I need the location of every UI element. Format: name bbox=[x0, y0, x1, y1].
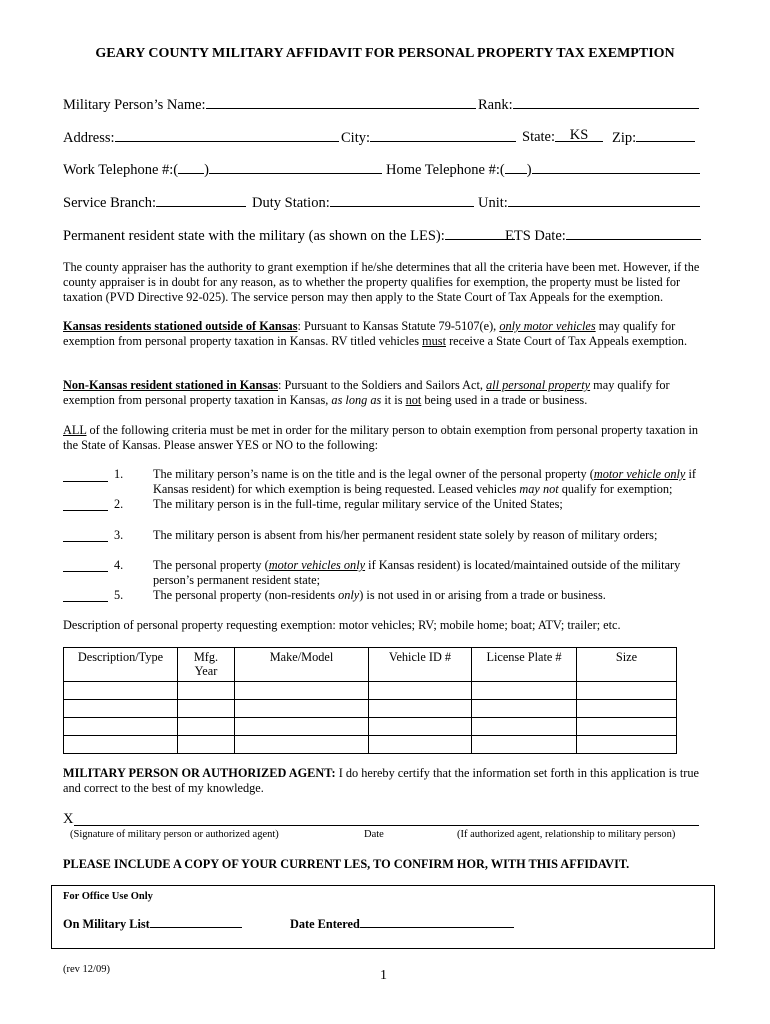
city-row bbox=[341, 128, 516, 147]
certification-text: I do hereby certify that the information set forth in this application is true and correct to the best of my knowledge. bbox=[63, 766, 699, 795]
criterion-1-text bbox=[153, 467, 713, 497]
name-label: Military Person’s Name: bbox=[63, 97, 206, 113]
signature-caption: (Signature of military person or authorized agent) bbox=[70, 829, 279, 840]
criterion-number: 5. bbox=[114, 588, 124, 602]
table-cell[interactable] bbox=[472, 682, 577, 700]
address-row bbox=[63, 128, 339, 147]
criterion-number: 3. bbox=[114, 528, 124, 542]
kansas-residents-paragraph bbox=[63, 319, 713, 349]
date-entered-row bbox=[290, 916, 514, 932]
military-list-label: On Military List bbox=[63, 917, 150, 931]
duty-station-row bbox=[252, 193, 474, 212]
table-cell[interactable] bbox=[577, 700, 677, 718]
ets-label: ETS Date: bbox=[505, 228, 566, 244]
permanent-state-row bbox=[63, 226, 515, 245]
criterion-5-text bbox=[153, 588, 713, 603]
criterion-emphasis: motor vehicle only bbox=[593, 467, 686, 481]
les-notice: PLEASE INCLUDE A COPY OF YOUR CURRENT LES, TO CONFIRM HOR, WITH THIS AFFIDAVIT. bbox=[63, 857, 630, 871]
year-label: Year bbox=[194, 664, 218, 678]
criteria-intro bbox=[63, 423, 713, 453]
table-cell[interactable] bbox=[369, 682, 472, 700]
date-entered-label: Date Entered bbox=[290, 917, 360, 931]
table-cell[interactable] bbox=[64, 682, 178, 700]
table-cell[interactable] bbox=[472, 736, 577, 754]
service-branch-field[interactable] bbox=[156, 193, 246, 207]
kansas-emphasis: only motor vehicles bbox=[499, 319, 596, 333]
criterion-3-answer[interactable] bbox=[63, 541, 108, 542]
name-field[interactable] bbox=[206, 95, 476, 109]
rank-field[interactable] bbox=[513, 95, 699, 109]
col-license-plate: License Plate # bbox=[472, 648, 577, 682]
address-label: Address: bbox=[63, 130, 115, 146]
unit-label: Unit: bbox=[478, 195, 508, 211]
table-header-row bbox=[64, 648, 677, 682]
criterion-4-text bbox=[153, 558, 713, 588]
military-list-field[interactable] bbox=[150, 916, 242, 928]
table-cell[interactable] bbox=[472, 700, 577, 718]
criterion-2-answer[interactable] bbox=[63, 510, 108, 511]
col-mfg-year bbox=[178, 648, 235, 682]
criterion-4-answer[interactable] bbox=[63, 571, 108, 572]
table-row bbox=[64, 736, 677, 754]
table-cell[interactable] bbox=[64, 718, 178, 736]
signature-x: X bbox=[63, 811, 74, 827]
city-field[interactable] bbox=[370, 128, 516, 142]
non-kansas-not: not bbox=[405, 393, 422, 407]
table-cell[interactable] bbox=[64, 736, 178, 754]
certification-paragraph bbox=[63, 766, 713, 796]
page-title: GEARY COUNTY MILITARY AFFIDAVIT FOR PERSONAL PROPERTY TAX EXEMPTION bbox=[95, 46, 675, 61]
non-kansas-text: may qualify for exemption from personal property taxation in Kansas, bbox=[63, 378, 670, 407]
agent-relationship-caption: (If authorized agent, relationship to military person) bbox=[457, 829, 676, 840]
criterion-3-text: The military person is absent from his/her permanent resident state solely by reason of military orders; bbox=[153, 528, 658, 542]
non-kansas-heading: Non-Kansas resident stationed in Kansas bbox=[63, 378, 279, 392]
table-row bbox=[64, 682, 677, 700]
col-vehicle-id: Vehicle ID # bbox=[369, 648, 472, 682]
col-size: Size bbox=[577, 648, 677, 682]
table-cell[interactable] bbox=[369, 736, 472, 754]
table-row bbox=[64, 718, 677, 736]
table-cell[interactable] bbox=[235, 700, 369, 718]
permanent-state-label: Permanent resident state with the military (as shown on the LES): bbox=[63, 228, 445, 244]
military-list-row bbox=[63, 916, 242, 932]
office-use-heading: For Office Use Only bbox=[63, 891, 153, 902]
criterion-text: if Kansas resident) is located/maintained outside of the military person’s permanent resident state; bbox=[153, 558, 681, 587]
kansas-must: must bbox=[422, 334, 446, 348]
home-phone-label: Home Telephone #:( bbox=[386, 162, 505, 178]
certification-heading: MILITARY PERSON OR AUTHORIZED AGENT: bbox=[63, 766, 336, 780]
kansas-text: : Pursuant to Kansas Statute 79-5107(e), bbox=[297, 319, 500, 333]
criterion-5-answer[interactable] bbox=[63, 601, 108, 602]
kansas-heading: Kansas residents stationed outside of Kansas bbox=[63, 319, 298, 333]
criterion-text: The military person’s name is on the title and is the legal owner of the personal property ( bbox=[153, 467, 594, 481]
rank-row bbox=[478, 95, 699, 114]
criterion-emphasis: only bbox=[338, 588, 360, 602]
duty-station-field[interactable] bbox=[330, 193, 474, 207]
criterion-1-answer[interactable] bbox=[63, 481, 108, 482]
criterion-number: 1. bbox=[114, 467, 124, 481]
table-cell[interactable] bbox=[235, 718, 369, 736]
table-cell[interactable] bbox=[178, 736, 235, 754]
criterion-text: The personal property ( bbox=[153, 558, 269, 572]
non-kansas-text: : Pursuant to the Soldiers and Sailors Act, bbox=[278, 378, 487, 392]
criteria-intro-text: of the following criteria must be met in order for the military person to obtain exemption from personal property taxation in the State of Kansas. Please answer YES or NO to the following: bbox=[63, 423, 699, 452]
kansas-text: may qualify for exemption from personal property taxation in Kansas. RV titled vehicles bbox=[63, 319, 676, 348]
date-caption: Date bbox=[364, 829, 384, 840]
col-make-model: Make/Model bbox=[235, 648, 369, 682]
criterion-emphasis: motor vehicles only bbox=[268, 558, 366, 572]
city-label: City: bbox=[341, 130, 371, 146]
zip-field[interactable] bbox=[636, 128, 695, 142]
intro-paragraph: The county appraiser has the authority to grant exemption if he/she determines that all the criteria have been met. However, if the county appraiser is in doubt for any reason, as to whether the property qualifies for exemption, the property must be listed for taxation (PVD Directive 92-025). The service person may then apply to the State Court of Tax Appeals for the exemption. bbox=[63, 260, 700, 304]
criterion-2-text: The military person is in the full-time, regular military service of the United States; bbox=[153, 497, 563, 511]
unit-field[interactable] bbox=[508, 193, 700, 207]
unit-row bbox=[478, 193, 700, 212]
table-cell[interactable] bbox=[577, 718, 677, 736]
mfg-label: Mfg. bbox=[193, 650, 219, 664]
page-number: 1 bbox=[380, 968, 387, 983]
state-field[interactable] bbox=[555, 128, 603, 142]
service-branch-row bbox=[63, 193, 246, 212]
rank-label: Rank: bbox=[478, 97, 513, 113]
zip-row bbox=[612, 128, 695, 147]
work-phone-area-field[interactable] bbox=[178, 160, 204, 174]
home-phone-paren: ) bbox=[526, 162, 532, 178]
table-cell[interactable] bbox=[577, 682, 677, 700]
table-cell[interactable] bbox=[577, 736, 677, 754]
criteria-all: ALL bbox=[63, 423, 87, 437]
criterion-text: ) is not used in or arising from a trade or business. bbox=[359, 588, 606, 602]
non-kansas-text: being used in a trade or business. bbox=[421, 393, 588, 407]
service-branch-label: Service Branch: bbox=[63, 195, 157, 211]
home-phone-row bbox=[386, 160, 700, 179]
signature-line[interactable] bbox=[74, 825, 699, 826]
state-value: KS bbox=[569, 127, 589, 143]
table-cell[interactable] bbox=[235, 682, 369, 700]
criterion-text: qualify for exemption; bbox=[558, 482, 673, 496]
name-row bbox=[63, 95, 476, 114]
non-kansas-emphasis: all personal property bbox=[486, 378, 591, 392]
non-kansas-text: it is bbox=[381, 393, 406, 407]
home-phone-field[interactable] bbox=[532, 160, 700, 174]
work-phone-paren: ) bbox=[204, 162, 209, 178]
table-cell[interactable] bbox=[64, 700, 178, 718]
state-row bbox=[522, 128, 603, 146]
home-phone-area-field[interactable] bbox=[505, 160, 527, 174]
work-phone-field[interactable] bbox=[209, 160, 382, 174]
office-use-box bbox=[51, 885, 715, 949]
ets-row bbox=[505, 226, 701, 245]
duty-station-label: Duty Station: bbox=[252, 195, 330, 211]
ets-field[interactable] bbox=[566, 226, 701, 240]
criterion-text: The personal property (non-residents bbox=[153, 588, 339, 602]
address-field[interactable] bbox=[115, 128, 339, 142]
table-cell[interactable] bbox=[178, 718, 235, 736]
zip-label: Zip: bbox=[612, 130, 637, 146]
table-cell[interactable] bbox=[369, 700, 472, 718]
work-phone-row bbox=[63, 160, 382, 179]
criterion-number: 4. bbox=[114, 558, 124, 572]
revision-note: (rev 12/09) bbox=[63, 964, 110, 975]
table-cell[interactable] bbox=[178, 700, 235, 718]
non-kansas-as-long-as: as long as bbox=[331, 393, 382, 407]
non-kansas-paragraph bbox=[63, 378, 713, 408]
table-row bbox=[64, 700, 677, 718]
criterion-number: 2. bbox=[114, 497, 124, 511]
table-cell[interactable] bbox=[235, 736, 369, 754]
table-cell[interactable] bbox=[178, 682, 235, 700]
criterion-emphasis: may not bbox=[519, 482, 559, 496]
property-table bbox=[63, 647, 677, 754]
criterion-text: if Kansas resident) for which exemption is being requested. Leased vehicles bbox=[153, 467, 696, 496]
table-cell[interactable] bbox=[472, 718, 577, 736]
date-entered-field[interactable] bbox=[360, 916, 514, 928]
col-description-type: Description/Type bbox=[64, 648, 178, 682]
property-description-line: Description of personal property requesting exemption: motor vehicles; RV; mobile home; boat; ATV; trailer; etc. bbox=[63, 618, 621, 632]
state-label: State: bbox=[522, 129, 556, 145]
work-phone-label: Work Telephone #:( bbox=[63, 162, 179, 178]
table-cell[interactable] bbox=[369, 718, 472, 736]
kansas-text: receive a State Court of Tax Appeals exemption. bbox=[446, 334, 688, 348]
